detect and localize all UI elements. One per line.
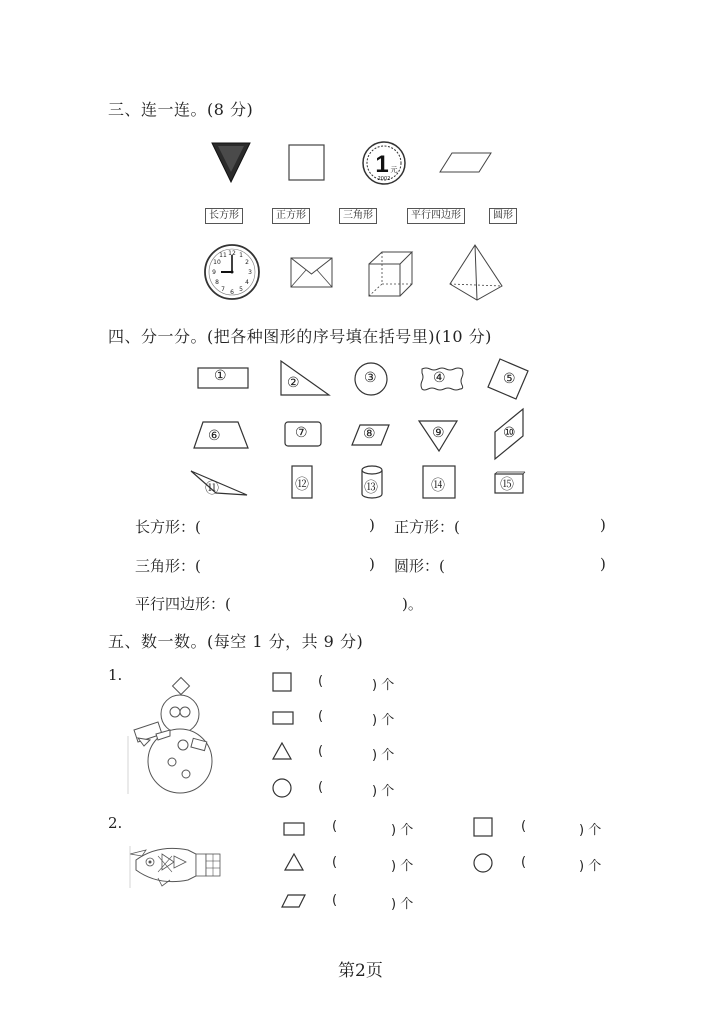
q2-parallelogram-icon — [282, 894, 306, 908]
q1-triangle-close: ) 个 — [372, 748, 395, 763]
svg-text:7: 7 — [221, 286, 225, 293]
count-triangle-icon — [272, 742, 292, 760]
label-square: 正方形 — [272, 208, 310, 224]
label-rectangle: 长方形 — [205, 208, 243, 224]
shape-12-number: ⑫ — [295, 477, 309, 493]
shape-6-number: ⑥ — [208, 428, 221, 444]
square-image — [288, 144, 326, 182]
q1-triangle-open: ( — [318, 744, 324, 759]
answer-square-close: ) — [600, 516, 606, 534]
q1-rect-input[interactable] — [328, 707, 368, 725]
shape-10-number: ⑩ — [503, 425, 516, 441]
q2-rectangle-icon — [283, 822, 305, 836]
shape-8-number: ⑧ — [363, 426, 376, 442]
q2-circle-open: ( — [521, 855, 527, 870]
svg-text:3: 3 — [248, 269, 252, 276]
coin-number: 1 — [375, 151, 389, 178]
question-2-label: 2. — [108, 814, 123, 832]
shape-2-number: ② — [287, 375, 300, 391]
answer-circle-label: 圆形：( — [394, 557, 445, 575]
coin-year: 2002 — [377, 176, 391, 182]
section4-title: 四、分一分。(把各种图形的序号填在括号里)(10 分) — [108, 327, 492, 346]
svg-text:10: 10 — [213, 259, 221, 266]
q2-triangle-open: ( — [332, 855, 338, 870]
q1-rect-close: ) 个 — [372, 713, 395, 728]
parallelogram-image — [440, 152, 492, 174]
q2-rect-input[interactable] — [342, 817, 386, 835]
svg-text:6: 6 — [230, 289, 234, 296]
q2-circle-close: ) 个 — [579, 859, 602, 874]
triangle-pennant-image — [210, 142, 252, 184]
q2-triangle-close: ) 个 — [391, 859, 414, 874]
q2-parallelogram-input[interactable] — [342, 891, 386, 909]
q1-square-open: ( — [318, 674, 324, 689]
answer-rect-label: 长方形：( — [135, 518, 201, 536]
q2-circle-input[interactable] — [531, 853, 575, 871]
page-number: 第2页 — [338, 961, 383, 981]
cube-image — [368, 251, 414, 299]
section5-title: 五、数一数。(每空 1 分，共 9 分) — [108, 632, 364, 651]
svg-text:1: 1 — [239, 252, 243, 259]
shape-9-number: ⑨ — [432, 425, 445, 441]
pyramid-image — [448, 244, 504, 302]
shape-6-trapezoid — [193, 421, 249, 449]
q2-square-input[interactable] — [531, 817, 575, 835]
svg-text:9: 9 — [212, 269, 216, 276]
svg-text:12: 12 — [228, 250, 236, 257]
answer-triangle-close: ) — [369, 555, 375, 573]
q1-circle-close: ) 个 — [372, 784, 395, 799]
svg-text:4: 4 — [245, 279, 249, 286]
q2-triangle-icon — [284, 853, 304, 871]
shape-1-number: ① — [214, 368, 227, 384]
q2-circle-icon — [473, 853, 493, 873]
q1-square-input[interactable] — [328, 672, 368, 690]
coin-image — [362, 141, 406, 185]
q1-circle-open: ( — [318, 780, 324, 795]
answer-triangle-label: 三角形：( — [135, 557, 201, 575]
shape-14-number: ⑭ — [431, 478, 445, 494]
answer-triangle-input[interactable] — [215, 553, 365, 575]
question-1-label: 1. — [108, 666, 123, 684]
label-parallelogram: 平行四边形 — [407, 208, 465, 224]
shape-13-number: ⑬ — [364, 480, 378, 496]
shape-7-number: ⑦ — [295, 425, 308, 441]
q2-rect-close: ) 个 — [391, 823, 414, 838]
q2-square-icon — [473, 817, 493, 837]
answer-parallelogram-label: 平行四边形：( — [135, 595, 231, 613]
answer-rect-input[interactable] — [215, 514, 365, 536]
shape-15-number: ⑮ — [500, 477, 514, 493]
svg-text:2: 2 — [245, 259, 249, 266]
fish-figure — [128, 842, 222, 888]
q2-triangle-input[interactable] — [342, 853, 386, 871]
answer-circle-close: ) — [600, 555, 606, 573]
envelope-image — [290, 257, 334, 289]
shape-11-obtuse-triangle — [190, 470, 248, 496]
q1-circle-input[interactable] — [328, 778, 368, 796]
q2-parallelogram-close: ) 个 — [391, 897, 414, 912]
answer-circle-input[interactable] — [458, 553, 594, 575]
answer-square-label: 正方形：( — [394, 518, 460, 536]
shape-5-number: ⑤ — [503, 371, 516, 387]
count-square-icon — [272, 672, 292, 692]
answer-parallelogram-close: )。 — [402, 595, 423, 613]
svg-text:5: 5 — [239, 286, 243, 293]
answer-parallelogram-input[interactable] — [248, 591, 398, 613]
clock-image — [203, 243, 261, 301]
q2-parallelogram-open: ( — [332, 893, 338, 908]
count-rectangle-icon — [272, 711, 294, 725]
q1-rect-open: ( — [318, 709, 324, 724]
snowman-figure — [126, 676, 216, 796]
coin-unit: 元 — [390, 166, 398, 174]
answer-square-input[interactable] — [474, 514, 594, 536]
svg-text:11: 11 — [219, 252, 227, 259]
q1-square-close: ) 个 — [372, 678, 395, 693]
q2-rect-open: ( — [332, 819, 338, 834]
shape-4-number: ④ — [433, 370, 446, 386]
label-circle: 圆形 — [489, 208, 517, 224]
svg-text:8: 8 — [215, 279, 219, 286]
shape-3-number: ③ — [364, 370, 377, 386]
label-triangle: 三角形 — [339, 208, 377, 224]
count-circle-icon — [272, 778, 292, 798]
section3-title: 三、连一连。(8 分) — [108, 100, 254, 119]
answer-rect-close: ) — [369, 516, 375, 534]
q2-square-close: ) 个 — [579, 823, 602, 838]
shape-11-number: ⑪ — [205, 481, 219, 497]
q2-square-open: ( — [521, 819, 527, 834]
q1-triangle-input[interactable] — [328, 742, 368, 760]
